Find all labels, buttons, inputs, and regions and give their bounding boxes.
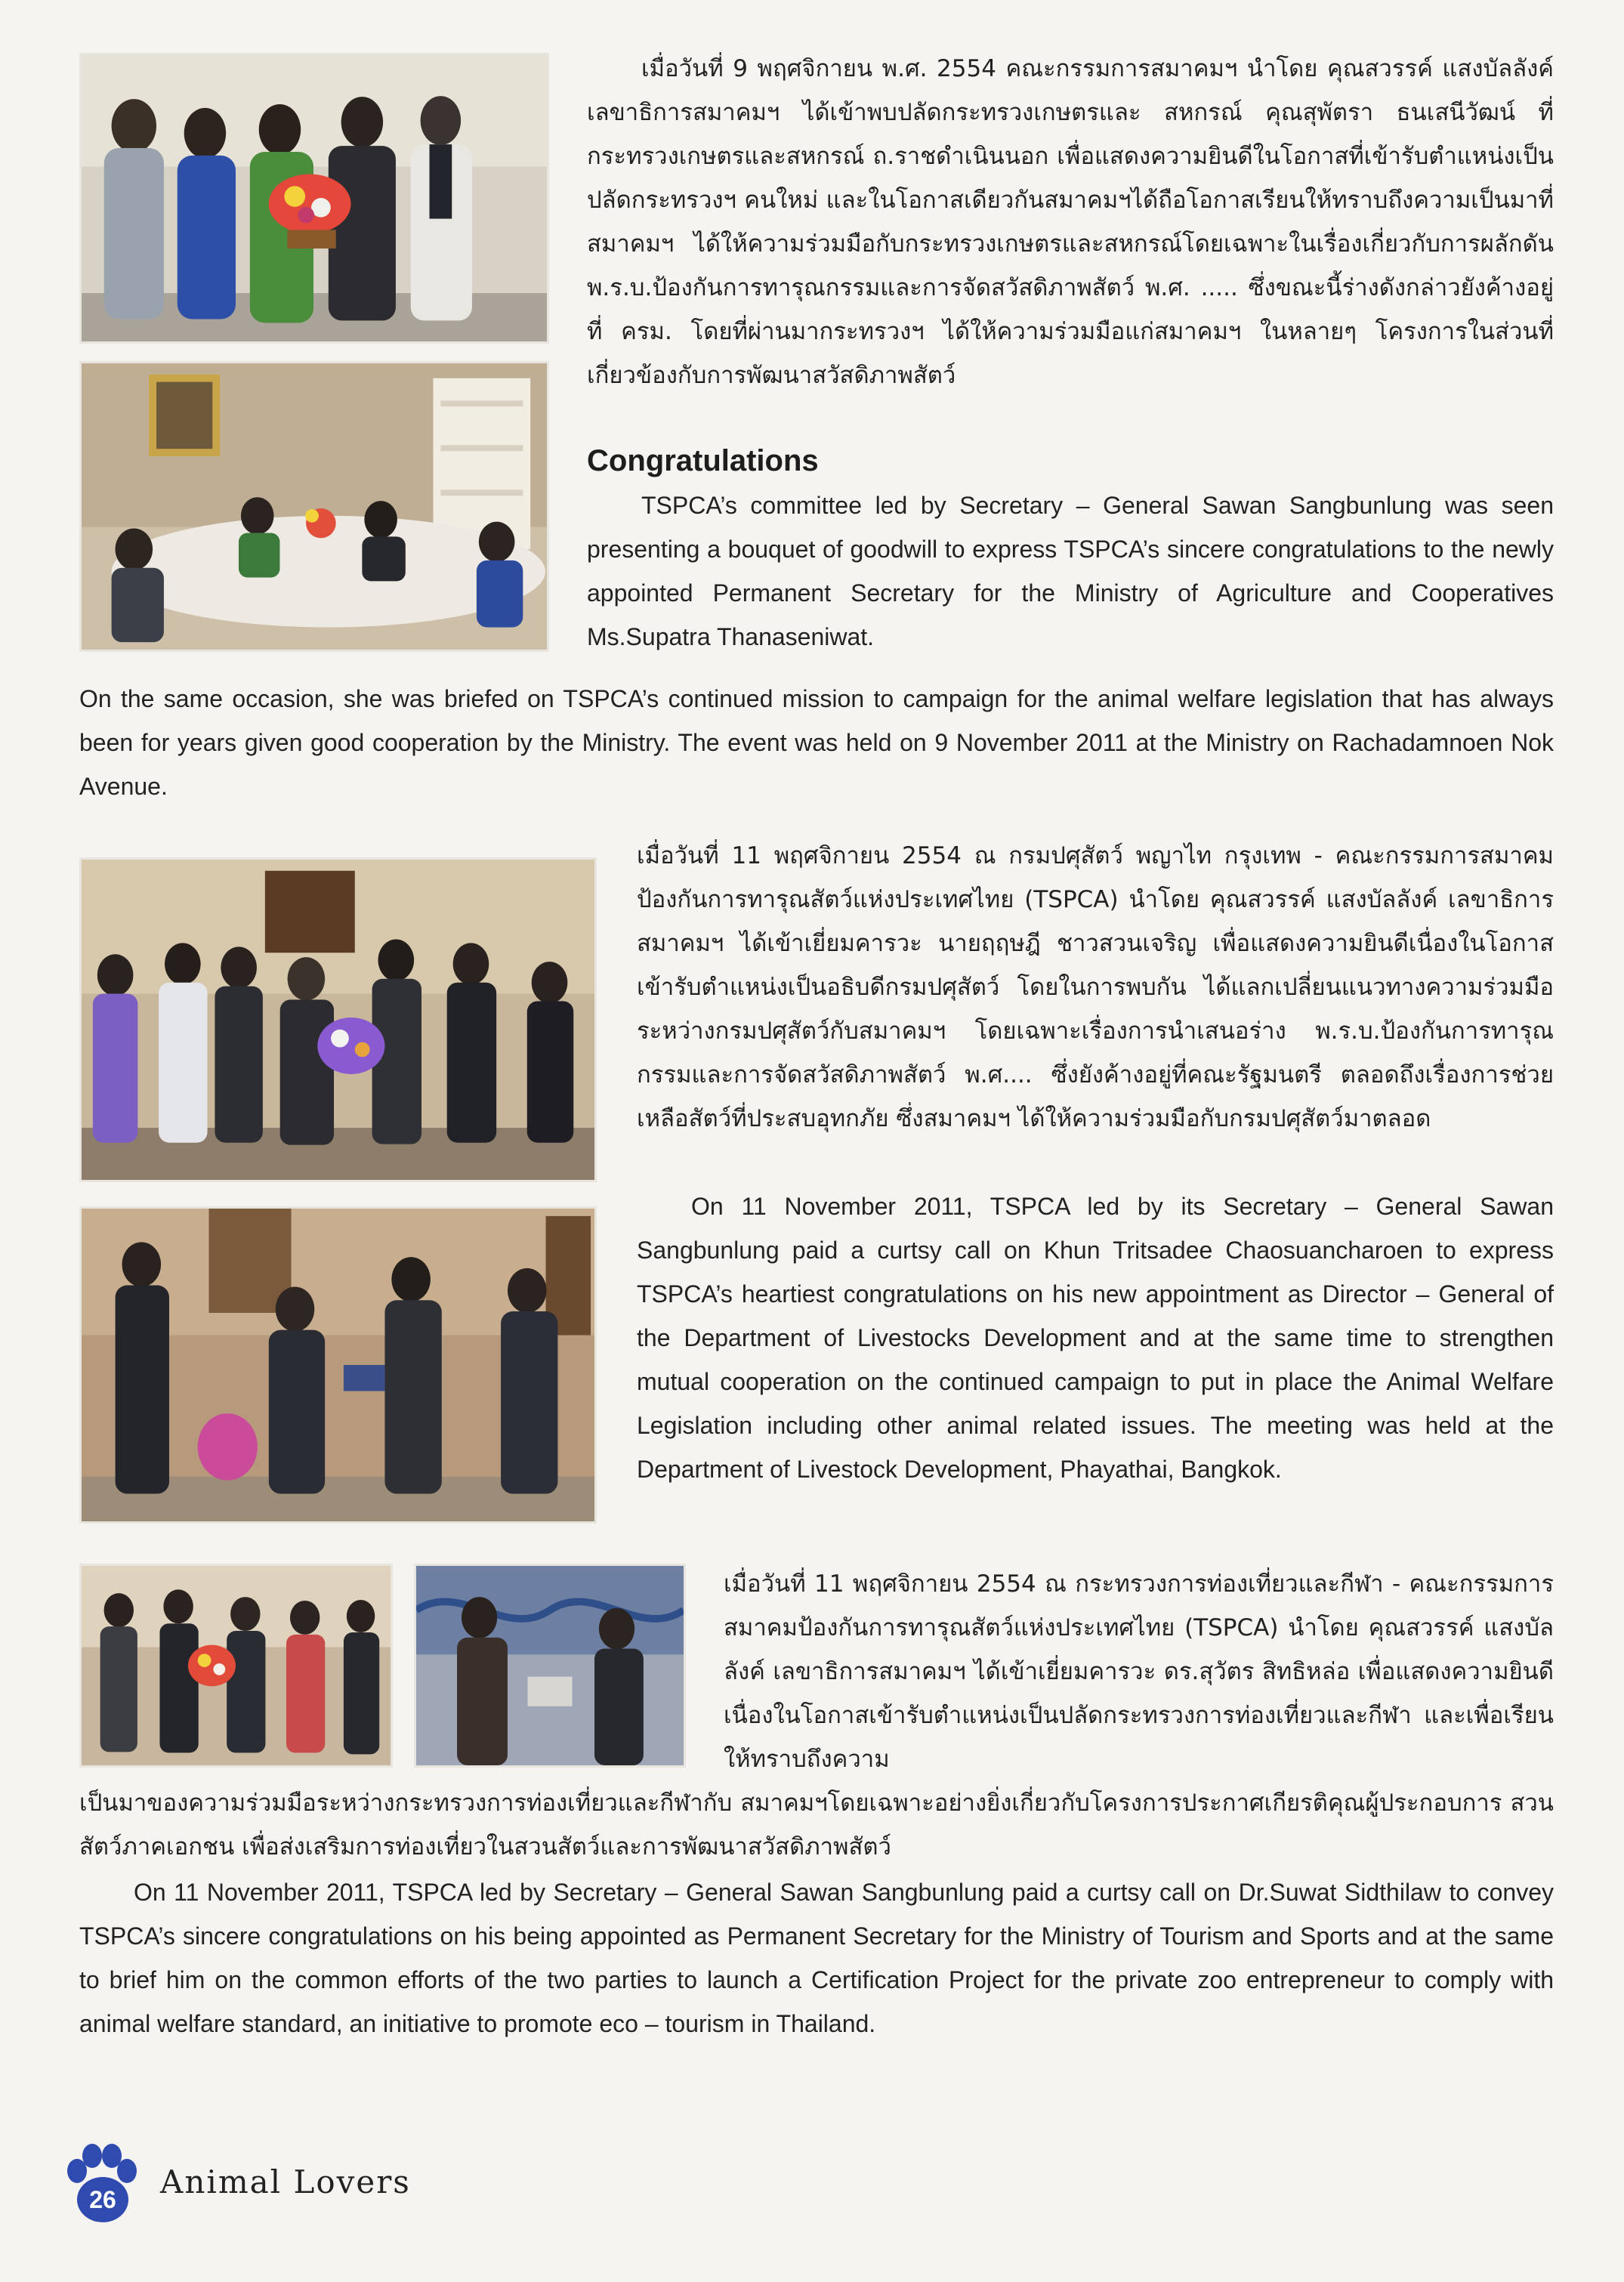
photo-group-department-livestock [79, 857, 597, 1182]
page-footer [60, 2142, 453, 2225]
section3-english-paragraph: On 11 November 2011, TSPCA led by Secretary – General Sawan Sangbunlung paid a curtsy call on Dr.Suwat Sidthilaw to convey TSPCA’s sincere congratulations on his being appointed as Permanent Secretary for the Ministry of Tourism and Sports and at the same to brief him on the common efforts of the two parties to launch a Certification Project for the private zoo entrepreneur to comply with animal welfare standard, an initiative to promote eco – tourism in Thailand. [79, 1879, 1554, 2037]
section2-english-paragraph: On 11 November 2011, TSPCA led by its Secretary – General Sawan Sangbunlung paid a curtsy call on Khun Tritsadee Chaosuancharoen to express TSPCA’s heartiest congratulations on his new appointment as Director – General of the Department of Livestocks Development and at the same time to strengthen mutual cooperation on the continued campaign to put in place the Animal Welfare Legislation including other animal related issues. The meeting was held at the Department of Livestock Development, Phayathai, Bangkok. [637, 1193, 1554, 1483]
section1-thai-paragraph: เมื่อวันที่ 9 พฤศจิกายน พ.ศ. 2554 คณะกรรมการสมาคมฯ นำโดย คุณสวรรค์ แสงบัลลังค์ เลขาธิการสมาคมฯ ได้เข้าพบปลัดกระทรวงเกษตรและ สหกรณ์ คุณสุพัตรา ธนเสนีวัฒน์ ที่กระทรวงเกษตรและสหกรณ์ ถ.ราชดำเนินนอก เพื่อแสดงความยินดีในโอกาสที่เข้ารับตำแหน่งเป็นปลัดกระทรวงฯ คนใหม่ และในโอกาสเดียวกันสมาคมฯได้ถือโอกาสเรียนให้ทราบถึงความเป็นมาที่สมาคมฯ ได้ให้ความร่วมมือกับกระทรวงเกษตรและสหกรณ์โดยเฉพาะในเรื่องเกี่ยวกับการผลักดัน พ.ร.บ.ป้องกันการทารุณกรรมและการจัดสวัสดิภาพสัตว์ พ.ศ. ..... ซึ่งขณะนี้ร่างดังกล่าวยังค้างอยู่ที่ ครม. โดยที่ผ่านมากระทรวงฯ ได้ให้ความร่วมมือแก่สมาคมฯ ในหลายๆ โครงการในส่วนที่เกี่ยวข้องกับการพัฒนาสวัสดิภาพสัตว์ [587, 55, 1554, 389]
congratulations-heading: Congratulations [587, 444, 819, 477]
section1-english-continuation: On the same occasion, she was briefed on TSPCA’s continued mission to campaign for the animal welfare legislation that has always been for years given good cooperation by the Ministry. The event was held on 9 November 2011 at the Ministry on Rachadamnoen Nok Avenue. [79, 685, 1554, 800]
section3-thai-continuation: เป็นมาของความร่วมมือระหว่างกระทรวงการท่องเที่ยวและกีฬากับ สมาคมฯโดยเฉพาะอย่างยิ่งเกี่ยวกับโครงการประกาศเกียรติคุณผู้ประกอบการ สวนสัตว์ภาคเอกชน เพื่อส่งเสริมการท่องเที่ยวในสวนสัตว์และการพัฒนาสวัสดิภาพสัตว์ [79, 1789, 1554, 1860]
photo-bouquet-ministry-tourism [79, 1564, 393, 1768]
photo-document-ministry-tourism [414, 1564, 686, 1768]
section3-thai-paragraph: เมื่อวันที่ 11 พฤศจิกายน 2554 ณ กระทรวงการท่องเที่ยวและกีฬา - คณะกรรมการสมาคมป้องกันการทารุณสัตว์แห่งประเทศไทย (TSPCA) นำโดย คุณสวรรค์ แสงบัลลังค์ เลขาธิการสมาคมฯ ได้เข้าเยี่ยมคารวะ ดร.สุวัตร สิทธิหล่อ เพื่อแสดงความยินดีเนื่องในโอกาสเข้ารับตำแหน่งเป็นปลัดกระทรวงการท่องเที่ยวและกีฬา และเพื่อเรียนให้ทราบถึงความ [724, 1570, 1554, 1773]
section1-english-paragraph: TSPCA’s committee led by Secretary – General Sawan Sangbunlung was seen presenting a bouquet of goodwill to express TSPCA’s sincere congratulations to the newly appointed Permanent Secretary for the Ministry of Agriculture and Cooperatives Ms.Supatra Thanaseniwat. [587, 492, 1554, 650]
photo-meeting-room-ministry-agriculture [79, 361, 549, 652]
magazine-title: Animal Lovers [160, 2163, 411, 2200]
photo-bouquet-presentation-ministry-agriculture [79, 53, 549, 344]
photo-handshake-department-livestock [79, 1206, 597, 1524]
section2-thai-paragraph: เมื่อวันที่ 11 พฤศจิกายน 2554 ณ กรมปศุสัตว์ พญาไท กรุงเทพ - คณะกรรมการสมาคมป้องกันการทารุณสัตว์แห่งประเทศไทย (TSPCA) นำโดย คุณสวรรค์ แสงบัลลังค์ เลขาธิการสมาคมฯ ได้เข้าเยี่ยมคารวะ นายฤฤษฎี ชาวสวนเจริญ เพื่อแสดงความยินดีเนื่องในโอกาสเข้ารับตำแหน่งเป็นอธิบดีกรมปศุสัตว์ โดยในการพบกัน ได้แลกเปลี่ยนแนวทางความร่วมมือระหว่างกรมปศุสัตว์กับสมาคมฯ โดยเฉพาะเรื่องการนำเสนอร่าง พ.ร.บ.ป้องกันการทารุณกรรมและการจัดสวัสดิภาพสัตว์ พ.ศ.... ซึ่งยังค้างอยู่ที่คณะรัฐมนตรี ตลอดถึงเรื่องการช่วยเหลือสัตว์ที่ประสบอุทกภัย ซึ่งสมาคมฯ ได้ให้ความร่วมมือกับกรมปศุสัตว์มาตลอด [637, 842, 1554, 1132]
page-number: 26 [89, 2186, 116, 2213]
